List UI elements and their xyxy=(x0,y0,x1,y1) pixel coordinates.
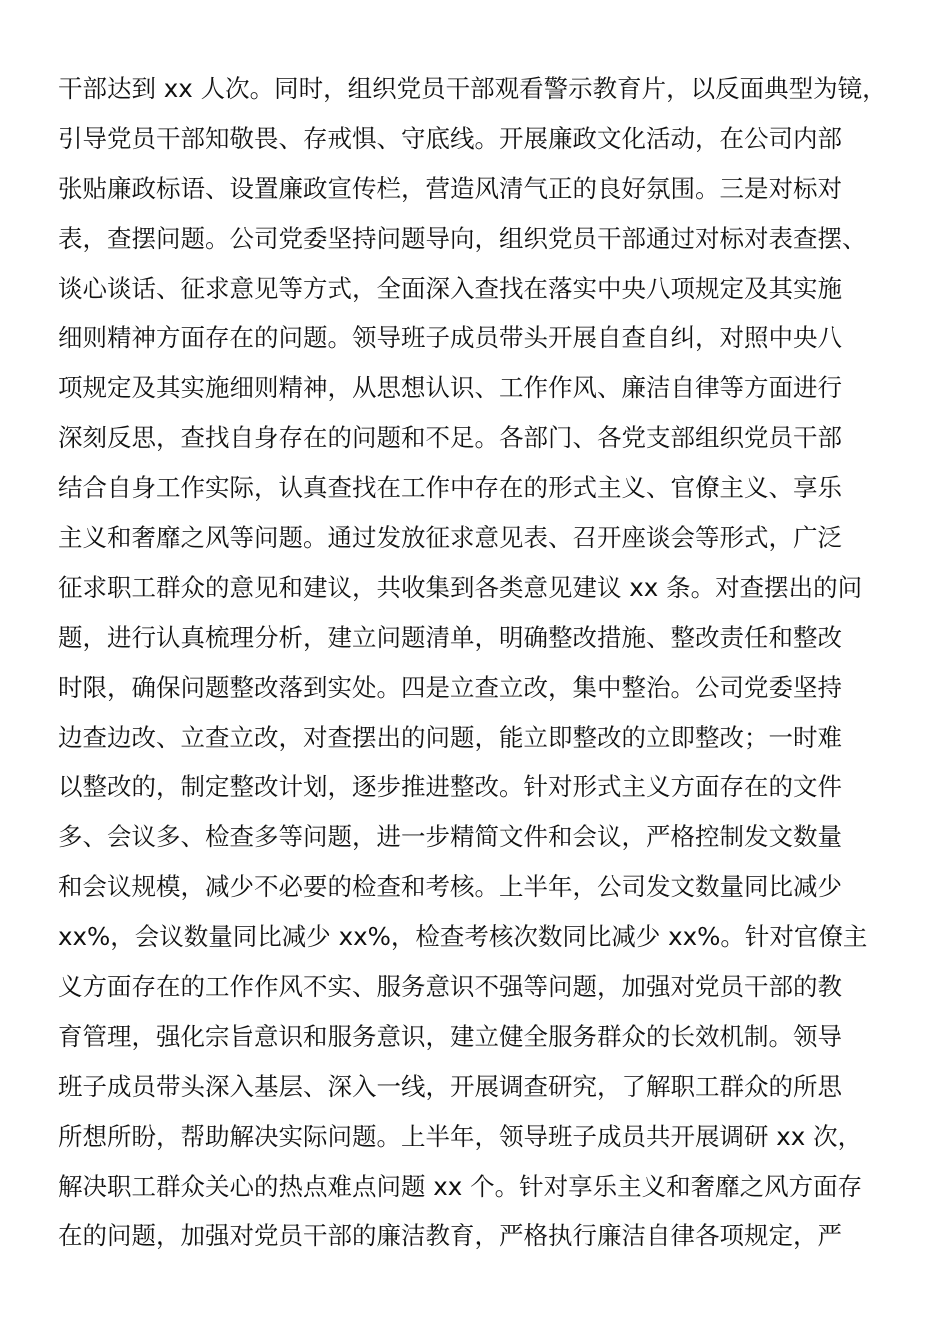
text-line: 项规定及其实施细则精神，从思想认识、工作作风、廉洁自律等方面进行 xyxy=(58,373,842,403)
text-line: 张贴廉政标语、设置廉政宣传栏，营造风清气正的良好氛围。三是对标对 xyxy=(58,173,842,203)
text-line: xx%，会议数量同比减少 xx%，检查考核次数同比减少 xx%。针对官僚主 xyxy=(58,922,868,952)
text-line: 多、会议多、检查多等问题，进一步精简文件和会议，严格控制发文数量 xyxy=(58,822,842,852)
text-line: 在的问题，加强对党员干部的廉洁教育，严格执行廉洁自律各项规定，严 xyxy=(58,1221,842,1251)
text-line: 主义和奢靡之风等问题。通过发放征求意见表、召开座谈会等形式，广泛 xyxy=(58,523,842,553)
text-line: 班子成员带头深入基层、深入一线，开展调查研究，了解职工群众的所思 xyxy=(58,1071,842,1101)
body-text xyxy=(58,64,898,1261)
text-line: 表，查摆问题。公司党委坚持问题导向，组织党员干部通过对标对表查摆、 xyxy=(58,223,867,253)
text-line: 育管理，强化宗旨意识和服务意识，建立健全服务群众的长效机制。领导 xyxy=(58,1021,842,1051)
text-line: 细则精神方面存在的问题。领导班子成员带头开展自查自纠，对照中央八 xyxy=(58,323,842,353)
text-line: 边查边改、立查立改，对查摆出的问题，能立即整改的立即整改；一时难 xyxy=(58,722,842,752)
text-line: 时限，确保问题整改落到实处。四是立查立改，集中整治。公司党委坚持 xyxy=(58,672,842,702)
text-line: 引导党员干部知敬畏、存戒惧、守底线。开展廉政文化活动，在公司内部 xyxy=(58,123,842,153)
text-line: 所想所盼，帮助解决实际问题。上半年，领导班子成员共开展调研 xx 次， xyxy=(58,1121,863,1151)
text-line: 和会议规模，减少不必要的检查和考核。上半年，公司发文数量同比减少 xyxy=(58,872,842,902)
text-line: 干部达到 xx 人次。同时，组织党员干部观看警示教育片，以反面典型为镜， xyxy=(58,74,887,103)
text-line: 以整改的，制定整改计划，逐步推进整改。针对形式主义方面存在的文件 xyxy=(58,772,842,802)
text-line: 谈心谈话、征求意见等方式，全面深入查找在落实中央八项规定及其实施 xyxy=(58,273,842,303)
text-line: 结合自身工作实际，认真查找在工作中存在的形式主义、官僚主义、享乐 xyxy=(58,473,842,503)
text-line: 深刻反思，查找自身存在的问题和不足。各部门、各党支部组织党员干部 xyxy=(58,423,842,453)
text-line: 解决职工群众关心的热点难点问题 xx 个。针对享乐主义和奢靡之风方面存 xyxy=(58,1171,863,1201)
text-line: 题，进行认真梳理分析，建立问题清单，明确整改措施、整改责任和整改 xyxy=(58,622,842,652)
text-line: 义方面存在的工作作风不实、服务意识不强等问题，加强对党员干部的教 xyxy=(58,972,842,1002)
text-line: 征求职工群众的意见和建议，共收集到各类意见建议 xx 条。对查摆出的问 xyxy=(58,572,863,602)
